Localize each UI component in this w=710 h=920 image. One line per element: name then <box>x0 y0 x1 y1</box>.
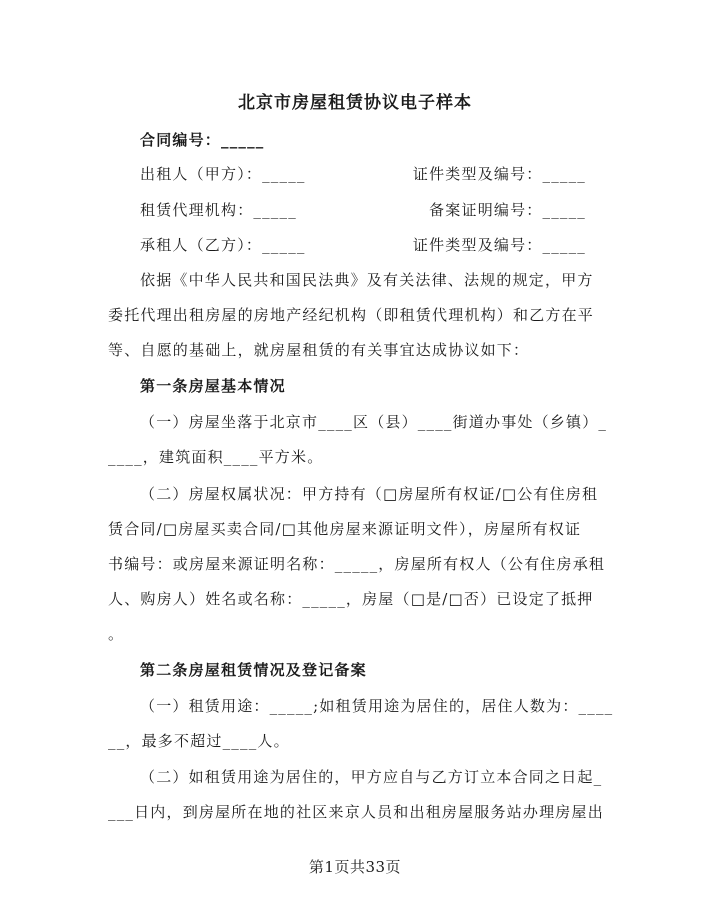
article1-paragraph-line: 。 <box>108 625 125 643</box>
agency-record-field: 备案证明编号：_____ <box>429 201 586 219</box>
article2-paragraph-line: （二）如租赁用途为居住的，甲方应自与乙方订立本合同之日起_ <box>140 768 603 786</box>
lessee-id-field: 证件类型及编号：_____ <box>412 236 586 254</box>
article1-paragraph-line: ____，建筑面积____平方米。 <box>108 448 324 466</box>
lessee-field: 承租人（乙方）：_____ <box>140 236 306 254</box>
contract-number: 合同编号：_____ <box>140 131 265 149</box>
preamble-line: 依据《中华人民共和国民法典》及有关法律、法规的规定，甲方 <box>140 271 594 289</box>
article2-paragraph-line: ___日内，到房屋所在地的社区来京人员和出租房屋服务站办理房屋出 <box>108 803 604 821</box>
article1-paragraph-line: 书编号：或房屋来源证明名称：_____，房屋所有权人（公有住房承租 <box>108 555 606 573</box>
agency-field: 租赁代理机构：_____ <box>140 201 297 219</box>
preamble-line: 等、自愿的基础上，就房屋租赁的有关事宜达成协议如下： <box>108 341 530 359</box>
article2-paragraph-line: __，最多不超过____人。 <box>108 732 290 750</box>
article1-paragraph-line: 赁合同/□房屋买卖合同/□其他房屋来源证明文件），房屋所有权证 <box>108 520 582 538</box>
preamble-line: 委托代理出租房屋的房地产经纪机构（即租赁代理机构）和乙方在平 <box>108 306 595 324</box>
article1-paragraph-line: （二）房屋权属状况：甲方持有（□房屋所有权证/□公有住房租 <box>140 485 599 503</box>
article2-heading: 第二条房屋租赁情况及登记备案 <box>140 661 367 679</box>
page-number: 第1页共33页 <box>308 858 402 876</box>
article1-paragraph-line: 人、购房人）姓名或名称：_____，房屋（□是/□否）已设定了抵押 <box>108 590 594 608</box>
lessor-id-field: 证件类型及编号：_____ <box>412 165 586 183</box>
article2-paragraph-line: （一）租赁用途：_____;如租赁用途为居住的，居住人数为：____ <box>140 697 614 715</box>
article1-paragraph-line: （一）房屋坐落于北京市____区（县）____街道办事处（乡镇）_ <box>140 413 608 431</box>
document-title: 北京市房屋租赁协议电子样本 <box>238 93 472 113</box>
lessor-field: 出租人（甲方）：_____ <box>140 165 306 183</box>
article1-heading: 第一条房屋基本情况 <box>140 377 286 395</box>
